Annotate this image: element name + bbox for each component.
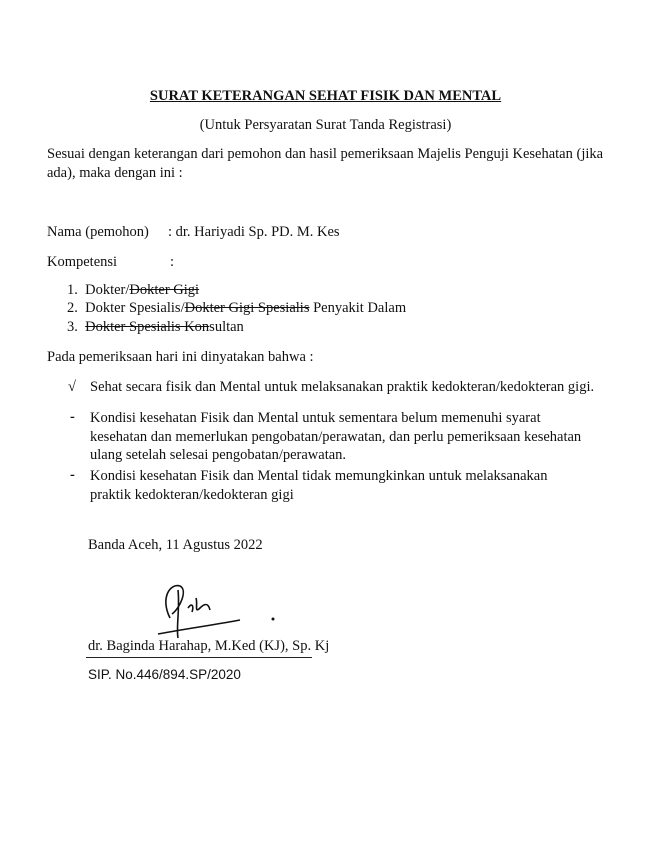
nama-value: : dr. Hariyadi Sp. PD. M. Kes bbox=[168, 224, 340, 240]
sip-number: SIP. No.446/894.SP/2020 bbox=[88, 667, 241, 682]
statement-1: Sehat secara fisik dan Mental untuk melaksanakan praktik kedokteran/kedokteran gigi. bbox=[90, 379, 595, 395]
statement-3: Kondisi kesehatan Fisik dan Mental tidak memungkinkan untuk melaksanakan praktik kedokteran/kedokteran gigi bbox=[90, 468, 548, 503]
signature-line bbox=[86, 657, 312, 658]
pemeriksaan-label: Pada pemeriksaan hari ini dinyatakan bahwa : bbox=[47, 349, 314, 365]
dash-mark: - bbox=[70, 467, 75, 483]
signer-name: dr. Baginda Harahap, M.Ked (KJ), Sp. Kj bbox=[88, 638, 330, 654]
list-item: 3. Dokter Spesialis Konsultan bbox=[67, 319, 244, 335]
list-item: 1. Dokter/Dokter Gigi bbox=[67, 282, 200, 298]
intro-paragraph: Sesuai dengan keterangan dari pemohon dan hasil pemeriksaan Majelis Penguji Kesehatan (jika ada), maka dengan ini : bbox=[47, 146, 604, 181]
kompetensi-label: Kompetensi bbox=[47, 254, 118, 270]
place-date: Banda Aceh, 11 Agustus 2022 bbox=[88, 537, 263, 553]
kompetensi-colon: : bbox=[170, 254, 175, 270]
nama-label: Nama (pemohon) bbox=[47, 224, 149, 240]
statement-2: Kondisi kesehatan Fisik dan Mental untuk sementara belum memenuhi syarat kesehatan dan memerlukan pengobatan/perawatan, dan perlu pemeriksaan kesehatan ulang setelah selesai pengobatan/perawatan. bbox=[90, 410, 582, 463]
dash-mark: - bbox=[70, 409, 75, 425]
document-title: SURAT KETERANGAN SEHAT FISIK DAN MENTAL bbox=[149, 88, 502, 104]
list-item: 2. Dokter Spesialis/Dokter Gigi Spesialis Penyakit Dalam bbox=[67, 300, 407, 316]
document-subtitle: (Untuk Persyaratan Surat Tanda Registrasi) bbox=[199, 117, 452, 133]
check-mark: √ bbox=[68, 379, 76, 395]
